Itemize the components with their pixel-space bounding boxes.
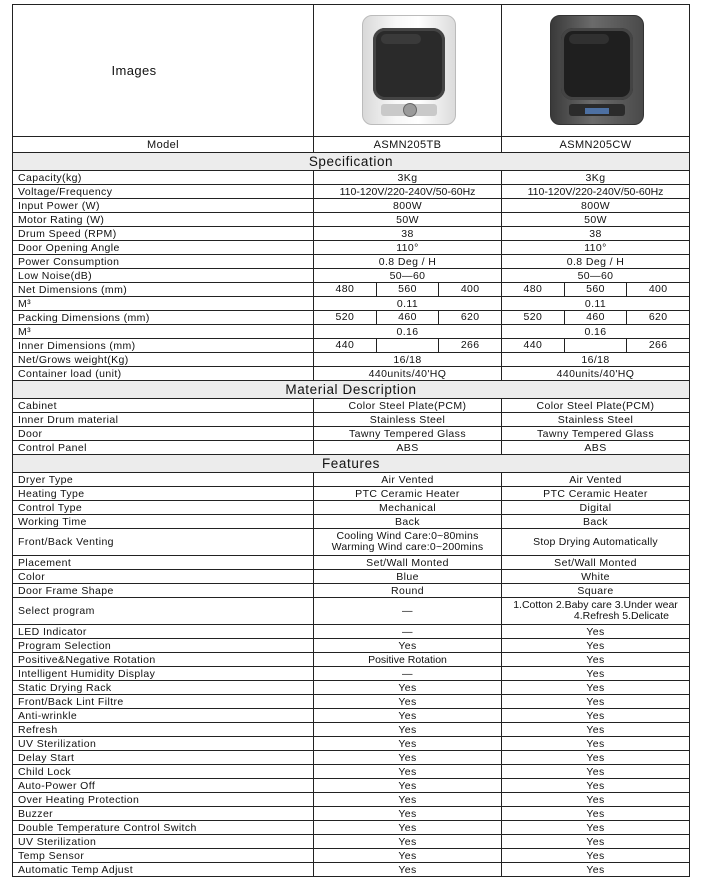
value-a: Yes <box>314 639 502 653</box>
feature-row-refresh <box>13 723 690 737</box>
row-label: Net Dimensions (mm) <box>13 283 314 297</box>
spec-row-net-dimensions <box>13 283 690 297</box>
row-label: Delay Start <box>13 751 314 765</box>
value-a: Air Vented <box>314 473 502 487</box>
value-a: 0.16 <box>314 325 502 339</box>
spec-row-motor <box>13 213 690 227</box>
row-label: UV Sterilization <box>13 835 314 849</box>
value-b: Square <box>502 584 690 598</box>
row-label: Automatic Temp Adjust <box>13 863 314 877</box>
spec-row-container <box>13 367 690 381</box>
dims-b <box>502 283 690 297</box>
feature-row-double-temp <box>13 821 690 835</box>
section-title: Specification <box>13 153 690 171</box>
value-a: Tawny Tempered Glass <box>314 427 502 441</box>
spec-row-capacity <box>13 171 690 185</box>
row-label: Drum Speed (RPM) <box>13 227 314 241</box>
program-line-2: 4.Refresh 5.Delicate <box>573 610 669 622</box>
value-b: 110° <box>502 241 690 255</box>
row-label: Program Selection <box>13 639 314 653</box>
dim-length: 520 <box>523 311 543 323</box>
row-label: Intelligent Humidity Display <box>13 667 314 681</box>
spec-row-packing-dimensions <box>13 311 690 325</box>
value-b: Air Vented <box>502 473 690 487</box>
row-label: Over Heating Protection <box>13 793 314 807</box>
section-features <box>13 455 690 473</box>
value-b: Yes <box>502 793 690 807</box>
value-b: Yes <box>502 779 690 793</box>
row-label: Auto-Power Off <box>13 779 314 793</box>
dim-width <box>565 339 628 352</box>
model-b: ASMN205CW <box>502 137 690 153</box>
row-label: Positive&Negative Rotation <box>13 653 314 667</box>
value-b: 50W <box>502 213 690 227</box>
value-b: Yes <box>502 807 690 821</box>
value-a: 440units/40'HQ <box>314 367 502 381</box>
feature-row-uv-sterilization <box>13 737 690 751</box>
spec-row-voltage <box>13 185 690 199</box>
feature-row-venting <box>13 529 690 556</box>
value-a: Yes <box>314 849 502 863</box>
row-label: LED Indicator <box>13 625 314 639</box>
value-b: PTC Ceramic Heater <box>502 487 690 501</box>
value-b: Yes <box>502 709 690 723</box>
row-label: Power Consumption <box>13 255 314 269</box>
value-a: PTC Ceramic Heater <box>314 487 502 501</box>
value-a: 50W <box>314 213 502 227</box>
value-a: Yes <box>314 737 502 751</box>
dim-height: 266 <box>648 339 668 351</box>
material-row-door <box>13 427 690 441</box>
row-label: Cabinet <box>13 399 314 413</box>
comparison-table <box>12 4 690 877</box>
dims-a <box>314 339 502 353</box>
value-a: Back <box>314 515 502 529</box>
value-a: Color Steel Plate(PCM) <box>314 399 502 413</box>
value-b: Yes <box>502 835 690 849</box>
dim-height: 400 <box>648 283 668 295</box>
feature-row-door-frame <box>13 584 690 598</box>
feature-row-static-rack <box>13 681 690 695</box>
feature-row-overheat <box>13 793 690 807</box>
model-row <box>13 137 690 153</box>
value-b: ABS <box>502 441 690 455</box>
value-b: Yes <box>502 639 690 653</box>
product-image-b <box>502 5 690 137</box>
row-label: Capacity(kg) <box>13 171 314 185</box>
value-b: Color Steel Plate(PCM) <box>502 399 690 413</box>
row-label: Door Opening Angle <box>13 241 314 255</box>
value-b: 110-120V/220-240V/50-60Hz <box>502 185 690 199</box>
dim-length: 480 <box>335 283 355 295</box>
dim-width: 460 <box>376 311 440 324</box>
spec-row-input-power <box>13 199 690 213</box>
program-line-1: 1.Cotton 2.Baby care 3.Under wear <box>513 599 678 611</box>
value-b: Yes <box>502 737 690 751</box>
section-specification <box>13 153 690 171</box>
dim-length: 440 <box>502 339 565 352</box>
section-title: Features <box>13 455 690 473</box>
value-a: 3Kg <box>314 171 502 185</box>
value-b: Yes <box>502 667 690 681</box>
row-label: Front/Back Venting <box>13 529 314 556</box>
value-b: Yes <box>502 695 690 709</box>
section-material <box>13 381 690 399</box>
spec-row-net-m3 <box>13 297 690 311</box>
row-label: Control Type <box>13 501 314 515</box>
value-a: ABS <box>314 441 502 455</box>
images-row <box>13 5 690 137</box>
value-b: Digital <box>502 501 690 515</box>
value-a: Yes <box>314 835 502 849</box>
value-b: Yes <box>502 751 690 765</box>
value-a: — <box>314 625 502 639</box>
value-b: Stainless Steel <box>502 413 690 427</box>
dims-a <box>314 311 502 325</box>
value-a: — <box>314 667 502 681</box>
value-a: Stainless Steel <box>314 413 502 427</box>
row-label: Front/Back Lint Filtre <box>13 695 314 709</box>
dims-a <box>314 283 502 297</box>
value-a: 0.11 <box>314 297 502 311</box>
feature-row-dryer-type <box>13 473 690 487</box>
dim-length: 440 <box>314 339 377 352</box>
feature-row-auto-temp <box>13 863 690 877</box>
row-label: Placement <box>13 556 314 570</box>
row-label: Container load (unit) <box>13 367 314 381</box>
value-a: Yes <box>314 863 502 877</box>
value-b: 0.8 Deg / H <box>502 255 690 269</box>
feature-row-led <box>13 625 690 639</box>
value-b: 50—60 <box>502 269 690 283</box>
material-row-inner-drum <box>13 413 690 427</box>
dim-height: 620 <box>460 311 480 323</box>
feature-row-working-time <box>13 515 690 529</box>
value-b: Yes <box>502 821 690 835</box>
row-label: Select program <box>13 598 314 625</box>
value-a: Yes <box>314 709 502 723</box>
feature-row-auto-power-off <box>13 779 690 793</box>
feature-row-control-type <box>13 501 690 515</box>
row-label: M³ <box>13 325 314 339</box>
section-title: Material Description <box>13 381 690 399</box>
value-b: Yes <box>502 723 690 737</box>
spec-row-weight <box>13 353 690 367</box>
feature-row-heating-type <box>13 487 690 501</box>
row-label: Static Drying Rack <box>13 681 314 695</box>
feature-row-buzzer <box>13 807 690 821</box>
feature-row-anti-wrinkle <box>13 709 690 723</box>
spec-row-noise <box>13 269 690 283</box>
value-b: Yes <box>502 653 690 667</box>
row-label: Door <box>13 427 314 441</box>
value-a <box>314 529 502 556</box>
spec-sheet <box>12 4 689 877</box>
value-a: 38 <box>314 227 502 241</box>
row-label: Input Power (W) <box>13 199 314 213</box>
value-a: Yes <box>314 821 502 835</box>
value-b: Yes <box>502 849 690 863</box>
feature-row-placement <box>13 556 690 570</box>
value-a: Yes <box>314 681 502 695</box>
dim-width: 460 <box>564 311 628 324</box>
value-a: Yes <box>314 765 502 779</box>
row-label: Packing Dimensions (mm) <box>13 311 314 325</box>
value-a: 16/18 <box>314 353 502 367</box>
value-b: Set/Wall Monted <box>502 556 690 570</box>
value-a: Yes <box>314 695 502 709</box>
value-a: Blue <box>314 570 502 584</box>
value-a: Mechanical <box>314 501 502 515</box>
white-dryer-photo <box>362 15 456 125</box>
venting-line-1: Cooling Wind Care:0~80mins <box>336 530 479 542</box>
value-b: Yes <box>502 625 690 639</box>
value-b: Yes <box>502 681 690 695</box>
value-a: Yes <box>314 793 502 807</box>
row-label: Child Lock <box>13 765 314 779</box>
dim-height: 400 <box>460 283 480 295</box>
row-label: Working Time <box>13 515 314 529</box>
feature-row-child-lock <box>13 765 690 779</box>
value-b: Yes <box>502 863 690 877</box>
value-b: Tawny Tempered Glass <box>502 427 690 441</box>
row-label: Door Frame Shape <box>13 584 314 598</box>
dims-b <box>502 339 690 353</box>
spec-row-door-angle <box>13 241 690 255</box>
value-a: Yes <box>314 807 502 821</box>
value-b: 3Kg <box>502 171 690 185</box>
value-a: Yes <box>314 723 502 737</box>
dim-width: 560 <box>376 283 440 296</box>
row-label: M³ <box>13 297 314 311</box>
value-a: Round <box>314 584 502 598</box>
row-label: Buzzer <box>13 807 314 821</box>
spec-row-power-consumption <box>13 255 690 269</box>
feature-row-uv-sterilization-2 <box>13 835 690 849</box>
row-label: Voltage/Frequency <box>13 185 314 199</box>
dim-length: 520 <box>335 311 355 323</box>
value-b: Back <box>502 515 690 529</box>
value-b: 440units/40'HQ <box>502 367 690 381</box>
row-label: Double Temperature Control Switch <box>13 821 314 835</box>
model-a: ASMN205TB <box>314 137 502 153</box>
feature-row-color <box>13 570 690 584</box>
row-label: Heating Type <box>13 487 314 501</box>
row-label: UV Sterilization <box>13 737 314 751</box>
value-b: Stop Drying Automatically <box>502 529 690 556</box>
spec-row-pack-m3 <box>13 325 690 339</box>
feature-row-select-program <box>13 598 690 625</box>
value-b: 0.11 <box>502 297 690 311</box>
value-b: 0.16 <box>502 325 690 339</box>
dim-height: 266 <box>460 339 480 351</box>
feature-row-rotation <box>13 653 690 667</box>
feature-row-lint-filter <box>13 695 690 709</box>
dim-length: 480 <box>523 283 543 295</box>
value-b: White <box>502 570 690 584</box>
value-a: — <box>314 598 502 625</box>
row-label: Low Noise(dB) <box>13 269 314 283</box>
material-row-cabinet <box>13 399 690 413</box>
value-a: Yes <box>314 751 502 765</box>
row-label: Color <box>13 570 314 584</box>
value-a: 800W <box>314 199 502 213</box>
dim-width: 560 <box>564 283 628 296</box>
value-b: Yes <box>502 765 690 779</box>
value-a: Set/Wall Monted <box>314 556 502 570</box>
value-b: 16/18 <box>502 353 690 367</box>
row-label: Anti-wrinkle <box>13 709 314 723</box>
value-a: 0.8 Deg / H <box>314 255 502 269</box>
value-b: 800W <box>502 199 690 213</box>
value-a: Yes <box>314 779 502 793</box>
value-a: 50—60 <box>314 269 502 283</box>
row-label: Inner Drum material <box>13 413 314 427</box>
feature-row-temp-sensor <box>13 849 690 863</box>
row-label: Net/Grows weight(Kg) <box>13 353 314 367</box>
row-label: Temp Sensor <box>13 849 314 863</box>
row-label: Control Panel <box>13 441 314 455</box>
feature-row-program-selection <box>13 639 690 653</box>
dark-dryer-photo <box>550 15 644 125</box>
images-label: Images <box>13 5 314 137</box>
value-a: 110-120V/220-240V/50-60Hz <box>314 185 502 199</box>
value-a: Positive Rotation <box>314 653 502 667</box>
dims-b <box>502 311 690 325</box>
feature-row-delay-start <box>13 751 690 765</box>
feature-row-humidity <box>13 667 690 681</box>
row-label: Inner Dimensions (mm) <box>13 339 314 353</box>
model-label: Model <box>13 137 314 153</box>
value-a: 110° <box>314 241 502 255</box>
row-label: Refresh <box>13 723 314 737</box>
row-label: Motor Rating (W) <box>13 213 314 227</box>
material-row-control-panel <box>13 441 690 455</box>
spec-row-inner-dimensions <box>13 339 690 353</box>
value-b: 38 <box>502 227 690 241</box>
spec-row-drum-speed <box>13 227 690 241</box>
product-image-a <box>314 5 502 137</box>
dim-width <box>377 339 440 352</box>
value-b <box>502 598 690 625</box>
row-label: Dryer Type <box>13 473 314 487</box>
dim-height: 620 <box>648 311 668 323</box>
venting-line-2: Warming Wind care:0~200mins <box>331 541 484 553</box>
